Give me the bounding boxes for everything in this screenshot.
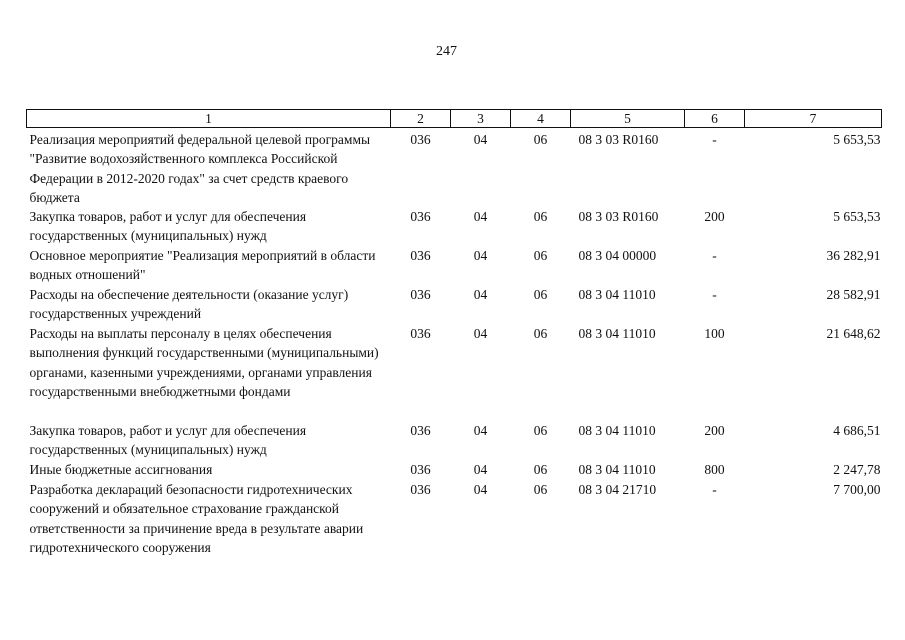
row-section: 04 [473,248,488,264]
header-col-7: 7 [745,110,882,128]
table-header-row [27,110,882,128]
row-expense-type: - [712,248,717,264]
header-col-3: 3 [451,110,511,128]
row-amount: 4 686,51 [833,423,881,439]
row-amount: 21 648,62 [826,326,881,342]
row-subsection: 06 [533,326,548,342]
row-expense-type: - [712,132,717,147]
row-expense-type: 200 [704,209,725,225]
page-number: 247 [436,44,457,59]
row-expense-type: - [712,287,717,303]
row-name: Реализация мероприятий федеральной целевой программы "Развитие водохозяйственного комплекса Российской Федерации в 2012-2020 годах" за счет средств краевого бюджета [29,132,371,205]
budget-table [26,109,882,576]
row-amount: 5 653,53 [833,132,881,147]
table-row [27,207,882,246]
row-name: Расходы на выплаты персоналу в целях обеспечения выполнения функций государственными (муниципальными) органами, казенными учреждениями, органами управления государственными внебюджетными фондами [29,326,379,400]
row-ministry-code: 036 [410,423,431,439]
row-target-article: 08 3 04 11010 [578,326,656,342]
row-amount: 5 653,53 [833,209,881,225]
row-target-article: 08 3 04 11010 [578,287,656,303]
table-row [27,460,882,480]
row-ministry-code: 036 [410,132,431,147]
header-col-2: 2 [391,110,451,128]
row-section: 04 [473,423,488,439]
row-ministry-code: 036 [410,482,431,498]
row-section: 04 [473,287,488,303]
row-ministry-code: 036 [410,462,431,478]
row-name: Разработка деклараций безопасности гидротехнических сооружений и обязательное страхование гражданской ответственности за причинение вреда в результате аварии гидротехнического сооружения [29,482,364,556]
header-col-5: 5 [571,110,685,128]
row-expense-type: - [712,482,717,498]
row-target-article: 08 3 04 11010 [578,462,656,478]
row-ministry-code: 036 [410,326,431,342]
header-col-4: 4 [511,110,571,128]
row-expense-type: 100 [704,326,725,342]
row-expense-type: 800 [704,462,725,478]
row-amount: 7 700,00 [833,482,881,498]
row-section: 04 [473,209,488,225]
table-row [27,324,882,421]
row-target-article: 08 3 04 21710 [578,482,657,498]
row-name: Расходы на обеспечение деятельности (оказание услуг) государственных учреждений [29,287,349,322]
table-row [27,421,882,460]
row-amount: 2 247,78 [833,462,881,478]
table-row [27,480,882,576]
row-subsection: 06 [533,462,548,478]
table-row [27,246,882,285]
row-ministry-code: 036 [410,209,431,225]
row-name: Закупка товаров, работ и услуг для обеспечения государственных (муниципальных) нужд [29,423,307,458]
row-amount: 36 282,91 [826,248,881,264]
header-col-6: 6 [685,110,745,128]
row-section: 04 [473,326,488,342]
row-subsection: 06 [533,423,548,439]
row-subsection: 06 [533,209,548,225]
row-name: Основное мероприятие "Реализация мероприятий в области водных отношений" [29,248,376,283]
row-expense-type: 200 [704,423,725,439]
row-amount: 28 582,91 [826,287,881,303]
row-ministry-code: 036 [410,248,431,264]
row-ministry-code: 036 [410,287,431,303]
row-name: Иные бюджетные ассигнования [29,462,213,478]
row-target-article: 08 3 03 R0160 [578,132,659,147]
row-target-article: 08 3 04 11010 [578,423,656,439]
row-subsection: 06 [533,287,548,303]
row-section: 04 [473,482,488,498]
row-section: 04 [473,132,488,147]
row-target-article: 08 3 04 00000 [578,248,657,264]
row-section: 04 [473,462,488,478]
row-subsection: 06 [533,248,548,264]
table-row [27,285,882,324]
row-subsection: 06 [533,132,548,147]
header-col-1: 1 [27,110,391,128]
row-subsection: 06 [533,482,548,498]
row-target-article: 08 3 03 R0160 [578,209,659,225]
table-row [27,128,882,208]
row-name: Закупка товаров, работ и услуг для обеспечения государственных (муниципальных) нужд [29,209,307,244]
